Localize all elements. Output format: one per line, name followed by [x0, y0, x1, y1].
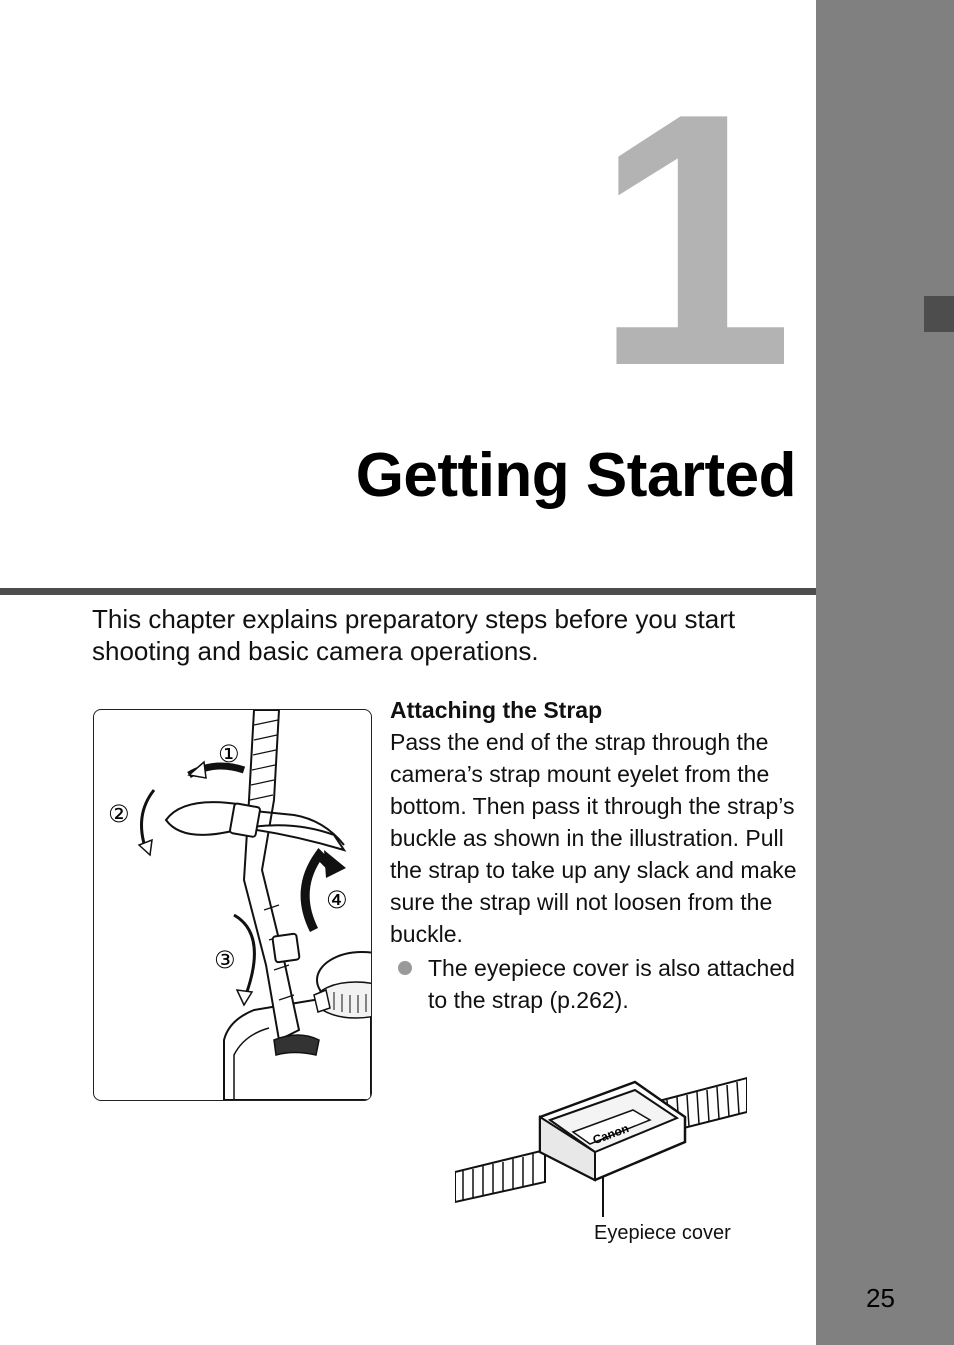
eyepiece-cover-illustration: [455, 1072, 747, 1217]
chapter-intro: This chapter explains preparatory steps before you start shooting and basic camera operations.: [92, 604, 736, 666]
side-band: [816, 0, 954, 1345]
section-body: Pass the end of the strap through the camera’s strap mount eyelet from the bottom. Then pass it through the strap’s buckle as shown in the illustration. Pull the strap to take up any slack and make sure the strap will not loosen from the buckle.: [390, 729, 797, 947]
chapter-number: 1: [593, 39, 784, 441]
chapter-divider: [0, 588, 816, 595]
attaching-strap-section: [390, 694, 805, 1016]
bullet-item: [390, 952, 805, 1016]
bullet-text: The eyepiece cover is also attached to the strap (p.262).: [428, 955, 795, 1013]
step-3-label: ③: [214, 946, 236, 974]
canon-logo: Canon: [590, 1121, 631, 1148]
chapter-title: Getting Started: [355, 441, 796, 510]
eyepiece-cover-label: Eyepiece cover: [594, 1222, 731, 1244]
chapter-tab-marker: [924, 296, 954, 332]
step-1-label: ①: [218, 740, 240, 768]
strap-attach-illustration: [93, 709, 372, 1101]
step-4-label: ④: [326, 886, 348, 914]
page-number: 25: [866, 1283, 895, 1313]
section-title: Attaching the Strap: [390, 697, 603, 723]
bullet-dot-icon: [398, 961, 412, 975]
step-2-label: ②: [108, 800, 130, 828]
